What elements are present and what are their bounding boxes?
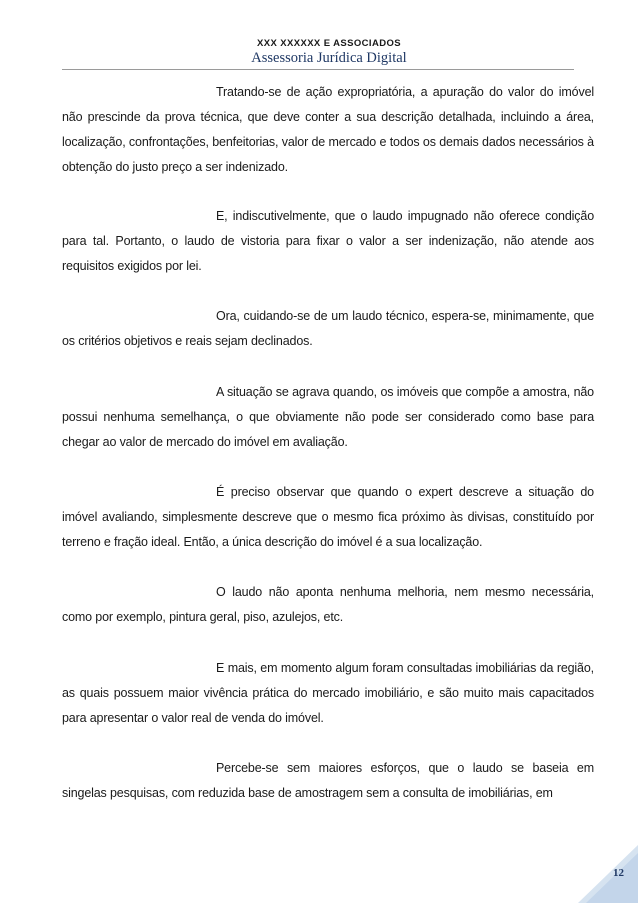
- page-header: [0, 38, 638, 66]
- paragraph: É preciso observar que quando o expert descreve a situação do imóvel avaliando, simplesmente descreve que o mesmo fica próximo às divisas, constituído por terreno e fração ideal. Então, a única descrição do imóvel é a sua localização.: [62, 485, 594, 549]
- paragraph: A situação se agrava quando, os imóveis que compõe a amostra, não possui nenhuma semelhança, o que obviamente não pode ser considerado como base para chegar ao valor de mercado do imóvel em avaliação.: [62, 385, 594, 449]
- header-divider: [62, 69, 574, 70]
- paragraph: Ora, cuidando-se de um laudo técnico, espera-se, minimamente, que os critérios objetivos e reais sejam declinados.: [62, 309, 594, 348]
- page-corner-decoration: [578, 845, 638, 903]
- firm-name: XXX XXXXXX E ASSOCIADOS: [257, 38, 401, 49]
- paragraph: O laudo não aponta nenhuma melhoria, nem mesmo necessária, como por exemplo, pintura geral, piso, azulejos, etc.: [62, 585, 594, 624]
- firm-subtitle: Assessoria Jurídica Digital: [251, 50, 407, 66]
- page-number: 12: [613, 867, 624, 879]
- paragraph: E, indiscutivelmente, que o laudo impugnado não oferece condição para tal. Portanto, o laudo de vistoria para fixar o valor a ser indenização, não atende aos requisitos exigidos por lei.: [62, 209, 594, 273]
- paragraph: E mais, em momento algum foram consultadas imobiliárias da região, as quais possuem maior vivência prática do mercado imobiliário, e são muito mais capacitados para apresentar o valor real de venda do imóvel.: [62, 661, 594, 725]
- paragraph: Percebe-se sem maiores esforços, que o laudo se baseia em singelas pesquisas, com reduzida base de amostragem sem a consulta de imobiliárias, em: [62, 761, 594, 800]
- paragraph: Tratando-se de ação expropriatória, a apuração do valor do imóvel não prescinde da prova técnica, que deve conter a sua descrição detalhada, incluindo a área, localização, confrontações, benfeitorias, valor de mercado e todos os demais dados necessários à obtenção do justo preço a ser indenizado.: [62, 85, 594, 174]
